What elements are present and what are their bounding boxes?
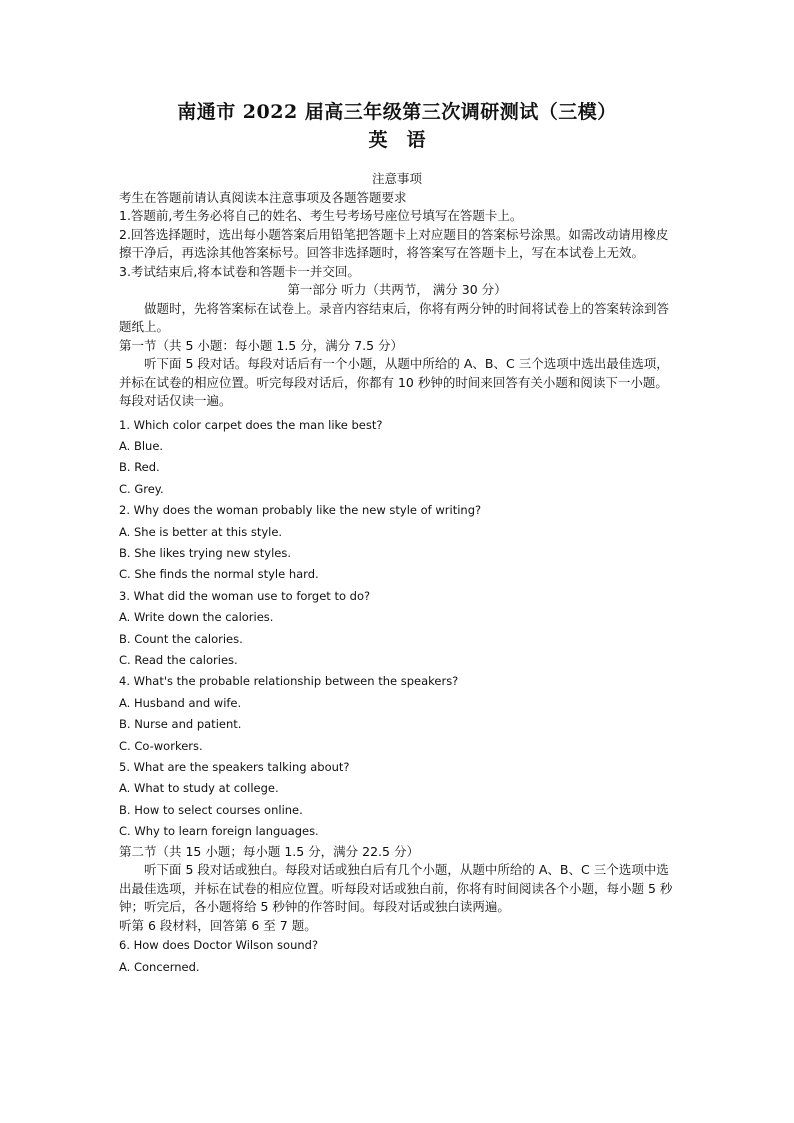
question-option: C. Co-workers.: [119, 738, 203, 753]
notice-line: 考生在答题前请认真阅读本注意事项及各题答题要求: [119, 189, 407, 205]
question-option: C. Read the calories.: [119, 652, 238, 667]
part1-instructions: 做题时，先将答案标在试卷上。录音内容结束后，你将有两分钟的时间将试卷上的答案转涂到答题纸上。: [119, 300, 670, 334]
question-stem: 2. Why does the woman probably like the new style of writing?: [119, 503, 482, 518]
question-stem: 3. What did the woman use to forget to do?: [119, 588, 371, 603]
question-option: A. She is better at this style.: [119, 524, 283, 539]
question-stem: 4. What's the probable relationship between the speakers?: [119, 674, 459, 689]
question-option: B. Count the calories.: [119, 631, 243, 646]
question-option: C. Grey.: [119, 481, 164, 496]
section2-sub-instruction: 听第 6 段材料，回答第 6 至 7 题。: [119, 917, 317, 933]
question-option: C. She finds the normal style hard.: [119, 567, 319, 582]
question-stem: 1. Which color carpet does the man like best?: [119, 417, 383, 432]
question-option: B. Nurse and patient.: [119, 717, 242, 732]
question-option: B. Red.: [119, 460, 160, 475]
section1-instructions: 听下面 5 段对话。每段对话后有一个小题，从题中所给的 A、B、C 三个选项中选出最佳选项，并标在试卷的相应位置。听完每段对话后，你都有 10 秒钟的时间来回答有关小题和阅读下一小题。每段对话仅读一遍。: [119, 356, 669, 408]
question-option: B. How to select courses online.: [119, 802, 303, 817]
question-option: A. Concerned.: [119, 959, 200, 974]
question-stem: 5. What are the speakers talking about?: [119, 760, 350, 774]
section2-instructions: 听下面 5 段对话或独白。每段对话或独白后有几个小题，从题中所给的 A、B、C 三个选项中选出最佳选项，并标在试卷的相应位置。听每段对话或独白前，你将有时间阅读各个小题，每小题 5 秒钟；听完后，各小题将给 5 秒钟的作答时间。每段对话或独白读两遍。: [119, 862, 673, 915]
question-option: A. Write down the calories.: [119, 610, 274, 625]
question-option: A. Blue.: [119, 438, 164, 453]
notice-line: 1.答题前,考生务必将自己的姓名、考生号考场号座位号填写在答题卡上。: [119, 208, 523, 223]
question-option: A. Husband and wife.: [119, 695, 242, 710]
part1-heading: 第一部分 听力（共两节， 满分 30 分）: [287, 282, 507, 297]
section1-heading: 第一节（共 5 小题：每小题 1.5 分，满分 7.5 分）: [119, 337, 404, 353]
question-option: B. She likes trying new styles.: [119, 545, 292, 560]
notice-line: 3.考试结束后,将本试卷和答题卡一并交回。: [119, 263, 360, 279]
notice-heading: 注意事项: [371, 171, 422, 186]
notice-line: 2.回答选择题时，选出每小题答案后用铅笔把答题卡上对应题目的答案标号涂黑。如需改动请用橡皮擦干净后，再选涂其他答案标号。回答非选择题时，将答案写在答题卡上，写在本试卷上无效。: [119, 226, 669, 260]
exam-title: 南通市 2022 届高三年级第三次调研测试（三模）: [177, 101, 617, 123]
section2-heading: 第二节（共 15 小题；每小题 1.5 分，满分 22.5 分）: [119, 843, 419, 859]
question-option: A. What to study at college.: [119, 781, 279, 796]
exam-page: [119, 98, 675, 978]
question-option: C. Why to learn foreign languages.: [119, 824, 319, 839]
question-stem: 6. How does Doctor Wilson sound?: [119, 938, 319, 953]
subject-title: 英 语: [368, 129, 426, 151]
section2-questions: [119, 935, 675, 978]
section1-questions: [119, 415, 675, 843]
